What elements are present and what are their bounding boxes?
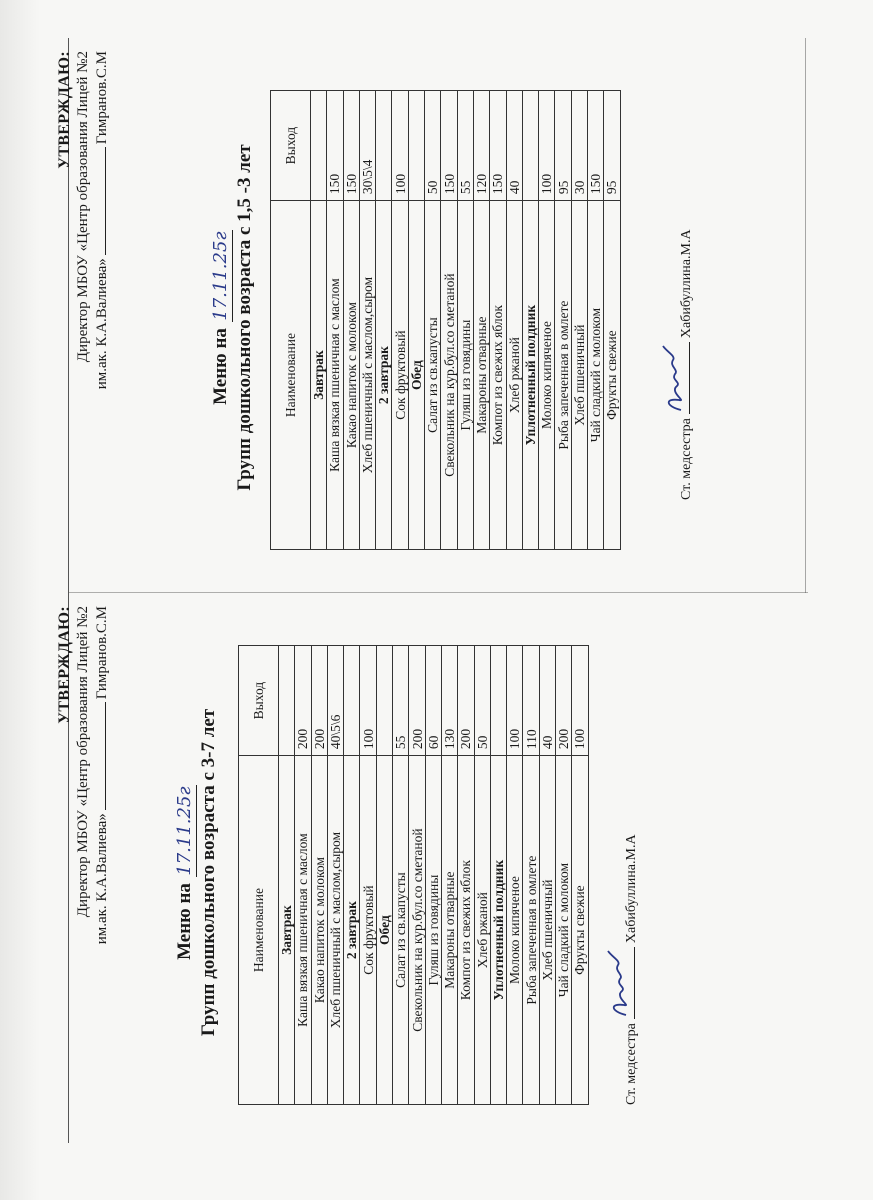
table-row <box>409 646 425 1105</box>
approval-line1: Директор МБОУ «Центр образования Лицей №2 <box>75 606 91 918</box>
menu-subtitle: Групп дошкольного возраста с 1,5 -3 лет <box>234 144 255 491</box>
approval-director: Гимранов.С.М <box>94 606 110 700</box>
menu-title <box>209 45 233 590</box>
section-title: 2 завтрак <box>344 756 360 1105</box>
section-title: Завтрак <box>279 756 295 1105</box>
approval-line2 <box>93 606 112 944</box>
menu-subtitle: Групп дошкольного возраста с 3-7 лет <box>198 708 219 1037</box>
dish-output: 110 <box>523 646 539 756</box>
section-row <box>522 91 538 550</box>
signature-name: Хабибуллина.М.А <box>679 229 694 339</box>
dish-output: 50 <box>474 646 490 756</box>
dish-output <box>408 91 424 201</box>
section-title: Обед <box>376 756 392 1105</box>
section-title: 2 завтрак <box>376 201 392 550</box>
dish-output: 200 <box>409 646 425 756</box>
menu-title-prefix: Меню на <box>174 883 195 960</box>
column-header-name: Наименование <box>271 201 311 550</box>
dish-output: 100 <box>360 646 376 756</box>
dish-output: 55 <box>393 646 409 756</box>
approval-director: Гимранов.С.М <box>94 51 110 145</box>
column-header-output: Выход <box>271 91 311 201</box>
table-row <box>556 646 572 1105</box>
approval-line2 <box>93 51 112 389</box>
handwritten-signature <box>659 340 691 416</box>
dish-output: 150 <box>441 91 457 201</box>
approval-org: им.ак. К.А.Валиева» <box>94 258 110 390</box>
table-row <box>490 91 506 550</box>
dish-output: 40\5\6 <box>327 646 343 756</box>
dish-name: Компот из свежих яблок <box>490 201 506 550</box>
section-row <box>344 646 360 1105</box>
table-row <box>441 646 457 1105</box>
dish-name: Хлеб пшеничный с маслом,сыром <box>359 201 375 550</box>
dish-name: Каша вязкая пшеничная с маслом <box>295 756 311 1105</box>
table-row <box>555 91 571 550</box>
approval-block <box>55 606 112 944</box>
table-row <box>473 91 489 550</box>
menu-title <box>173 600 197 1145</box>
menu-title-prefix: Меню на <box>210 328 231 405</box>
table-row <box>343 91 359 550</box>
dish-output: 120 <box>473 91 489 201</box>
menu-panel-toddlers <box>55 45 860 590</box>
table-row <box>588 91 604 550</box>
dish-output: 100 <box>507 646 523 756</box>
dish-name: Компот из свежих яблок <box>458 756 474 1105</box>
dish-name: Фрукты свежие <box>572 756 588 1105</box>
signature-label: Ст. медсестра <box>679 418 694 500</box>
table-row <box>571 91 587 550</box>
menu-panel-preschool <box>55 600 860 1145</box>
signature-line <box>620 947 635 1019</box>
dish-output: 200 <box>458 646 474 756</box>
approval-signature-line <box>93 702 106 810</box>
table-row <box>392 91 408 550</box>
section-row <box>408 91 424 550</box>
dish-output: 150 <box>343 91 359 201</box>
menu-table-body <box>311 91 621 550</box>
scan-edge <box>0 0 40 1200</box>
menu-table <box>238 645 589 1105</box>
signature-name: Хабибуллина.М.А <box>624 834 639 944</box>
approval-org: им.ак. К.А.Валиева» <box>94 813 110 945</box>
dish-name: Гуляш из говядины <box>457 201 473 550</box>
signature-block <box>620 834 642 1105</box>
section-row <box>490 646 506 1105</box>
dish-output: 50 <box>425 91 441 201</box>
signature-line <box>675 342 690 414</box>
dish-output: 100 <box>539 91 555 201</box>
dish-name: Молоко кипяченое <box>539 201 555 550</box>
fold-line <box>68 592 808 593</box>
dish-output: 130 <box>441 646 457 756</box>
table-row <box>441 91 457 550</box>
dish-name: Свекольник на кур.бул.со сметаной <box>409 756 425 1105</box>
dish-name: Салат из св.капусты <box>393 756 409 1105</box>
table-row <box>327 91 343 550</box>
menu-date: 17.11.25г <box>174 786 195 876</box>
table-row <box>295 646 311 1105</box>
table-row <box>457 91 473 550</box>
dish-name: Свекольник на кур.бул.со сметаной <box>441 201 457 550</box>
table-row <box>474 646 490 1105</box>
dish-output <box>376 646 392 756</box>
dish-output: 95 <box>555 91 571 201</box>
table-header-row <box>239 646 279 1105</box>
table-row <box>507 646 523 1105</box>
column-header-name: Наименование <box>239 756 279 1105</box>
table-row <box>311 646 327 1105</box>
table-row <box>572 646 588 1105</box>
section-title: Завтрак <box>311 201 327 550</box>
table-row <box>458 646 474 1105</box>
section-row <box>376 91 392 550</box>
table-row <box>539 91 555 550</box>
approval-line1: Директор МБОУ «Центр образования Лицей №2 <box>75 51 91 363</box>
dish-output: 150 <box>327 91 343 201</box>
signature-block <box>675 229 697 500</box>
dish-output: 100 <box>392 91 408 201</box>
dish-output <box>376 91 392 201</box>
dish-output <box>490 646 506 756</box>
handwritten-signature <box>604 945 636 1021</box>
section-row <box>311 91 327 550</box>
dish-name: Сок фруктовый <box>360 756 376 1105</box>
table-row <box>359 91 375 550</box>
dish-name: Хлеб пшеничный <box>571 201 587 550</box>
dish-output: 40 <box>506 91 522 201</box>
dish-output: 30\5\4 <box>359 91 375 201</box>
dish-name: Фрукты свежие <box>604 201 620 550</box>
dish-output: 200 <box>556 646 572 756</box>
section-row <box>376 646 392 1105</box>
table-row <box>523 646 539 1105</box>
menu-table-body <box>279 646 589 1105</box>
approval-heading: УТВЕРЖДАЮ: <box>56 51 73 169</box>
dish-name: Какао напиток с молоком <box>311 756 327 1105</box>
dish-name: Хлеб ржаной <box>474 756 490 1105</box>
dish-name: Какао напиток с молоком <box>343 201 359 550</box>
dish-name: Хлеб пшеничный <box>539 756 555 1105</box>
dish-name: Гуляш из говядины <box>425 756 441 1105</box>
dish-name: Макароны отварные <box>473 201 489 550</box>
dish-name: Салат из св.капусты <box>425 201 441 550</box>
table-row <box>327 646 343 1105</box>
dish-output: 200 <box>295 646 311 756</box>
approval-heading: УТВЕРЖДАЮ: <box>56 606 73 724</box>
table-row <box>425 646 441 1105</box>
dish-name: Хлеб пшеничный с маслом,сыром <box>327 756 343 1105</box>
dish-output <box>522 91 538 201</box>
dish-output <box>279 646 295 756</box>
dish-name: Чай сладкий с молоком <box>588 201 604 550</box>
dish-name: Каша вязкая пшеничная с маслом <box>327 201 343 550</box>
dish-name: Сок фруктовый <box>392 201 408 550</box>
column-header-output: Выход <box>239 646 279 756</box>
approval-signature-line <box>93 147 106 255</box>
dish-name: Рыба запеченная в омлете <box>523 756 539 1105</box>
dish-output: 95 <box>604 91 620 201</box>
dish-output <box>344 646 360 756</box>
dish-name: Макароны отварные <box>441 756 457 1105</box>
dish-output: 150 <box>490 91 506 201</box>
dish-output: 200 <box>311 646 327 756</box>
table-row <box>425 91 441 550</box>
table-row <box>360 646 376 1105</box>
menu-table <box>270 90 621 550</box>
dish-output: 150 <box>588 91 604 201</box>
dish-output: 60 <box>425 646 441 756</box>
section-title: Уплотненный полдник <box>490 756 506 1105</box>
table-row <box>604 91 620 550</box>
dish-name: Хлеб ржаной <box>506 201 522 550</box>
signature-label: Ст. медсестра <box>624 1023 639 1105</box>
dish-name: Молоко кипяченое <box>507 756 523 1105</box>
table-header-row <box>271 91 311 550</box>
dish-output: 30 <box>571 91 587 201</box>
menu-date: 17.11.25г <box>210 231 231 321</box>
dish-name: Чай сладкий с молоком <box>556 756 572 1105</box>
dish-name: Рыба запеченная в омлете <box>555 201 571 550</box>
dish-output: 55 <box>457 91 473 201</box>
dish-output: 100 <box>572 646 588 756</box>
dish-output <box>311 91 327 201</box>
section-title: Обед <box>408 201 424 550</box>
table-row <box>393 646 409 1105</box>
approval-block <box>55 51 112 389</box>
dish-output: 40 <box>539 646 555 756</box>
section-row <box>279 646 295 1105</box>
table-row <box>539 646 555 1105</box>
table-row <box>506 91 522 550</box>
section-title: Уплотненный полдник <box>522 201 538 550</box>
